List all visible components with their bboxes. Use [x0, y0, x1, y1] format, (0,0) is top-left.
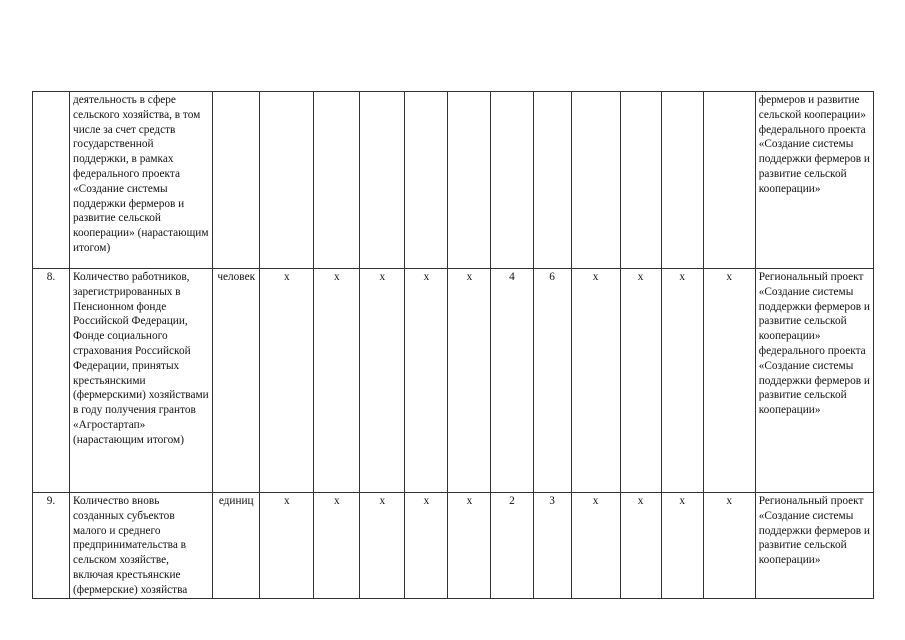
value-cell [260, 92, 314, 269]
indicator-name: Количество вновь созданных субъектов малого и среднего предпринимательства в сельском хозяйстве, включая крестьянские (фермерские) хозяйства [70, 493, 213, 599]
source-cell: фермеров и развитие сельской кооперации» федерального проекта «Создание системы поддержки фермеров и развитие сельской кооперации» [755, 92, 873, 269]
value-cell [620, 92, 661, 269]
value-cell: х [703, 493, 755, 599]
value-cell [360, 92, 405, 269]
value-cell [314, 92, 360, 269]
indicators-table [32, 91, 874, 599]
table-row [33, 493, 874, 599]
value-cell: х [314, 493, 360, 599]
value-cell: х [620, 493, 661, 599]
value-cell: х [405, 493, 448, 599]
value-cell: 2 [491, 493, 533, 599]
value-cell: х [661, 269, 703, 493]
unit-cell [213, 92, 260, 269]
row-number: 8. [33, 269, 70, 493]
row-number [33, 92, 70, 269]
source-cell: Региональный проект «Создание системы поддержки фермеров и развитие сельской кооперации» [755, 493, 873, 599]
value-cell: 6 [533, 269, 571, 493]
value-cell: х [360, 269, 405, 493]
value-cell: х [314, 269, 360, 493]
value-cell: х [620, 269, 661, 493]
value-cell: х [448, 269, 491, 493]
indicator-name: Количество работников, зарегистрированных в Пенсионном фонде Российской Федерации, Фонде социального страхования Российской Федерации, принятых крестьянскими (фермерскими) хозяйствами в году получения грантов «Агростартап» (нарастающим итогом) [70, 269, 213, 493]
table-row [33, 269, 874, 493]
table-row [33, 92, 874, 269]
value-cell [661, 92, 703, 269]
unit-cell: человек [213, 269, 260, 493]
value-cell: х [448, 493, 491, 599]
value-cell: х [703, 269, 755, 493]
value-cell [571, 92, 620, 269]
row-number: 9. [33, 493, 70, 599]
value-cell: х [260, 493, 314, 599]
value-cell [491, 92, 533, 269]
indicator-name: деятельность в сфере сельского хозяйства, в том числе за счет средств государственной поддержки, в рамках федерального проекта «Создание системы поддержки фермеров и развитие сельской кооперации» (нарастающим итогом) [70, 92, 213, 269]
unit-cell: единиц [213, 493, 260, 599]
value-cell: 3 [533, 493, 571, 599]
value-cell [533, 92, 571, 269]
value-cell: х [571, 493, 620, 599]
value-cell: х [260, 269, 314, 493]
value-cell: х [661, 493, 703, 599]
value-cell [703, 92, 755, 269]
value-cell: 4 [491, 269, 533, 493]
source-cell: Региональный проект «Создание системы поддержки фермеров и развитие сельской кооперации» федерального проекта «Создание системы поддержки фермеров и развитие сельской кооперации» [755, 269, 873, 493]
value-cell [448, 92, 491, 269]
value-cell: х [571, 269, 620, 493]
value-cell [405, 92, 448, 269]
value-cell: х [360, 493, 405, 599]
value-cell: х [405, 269, 448, 493]
